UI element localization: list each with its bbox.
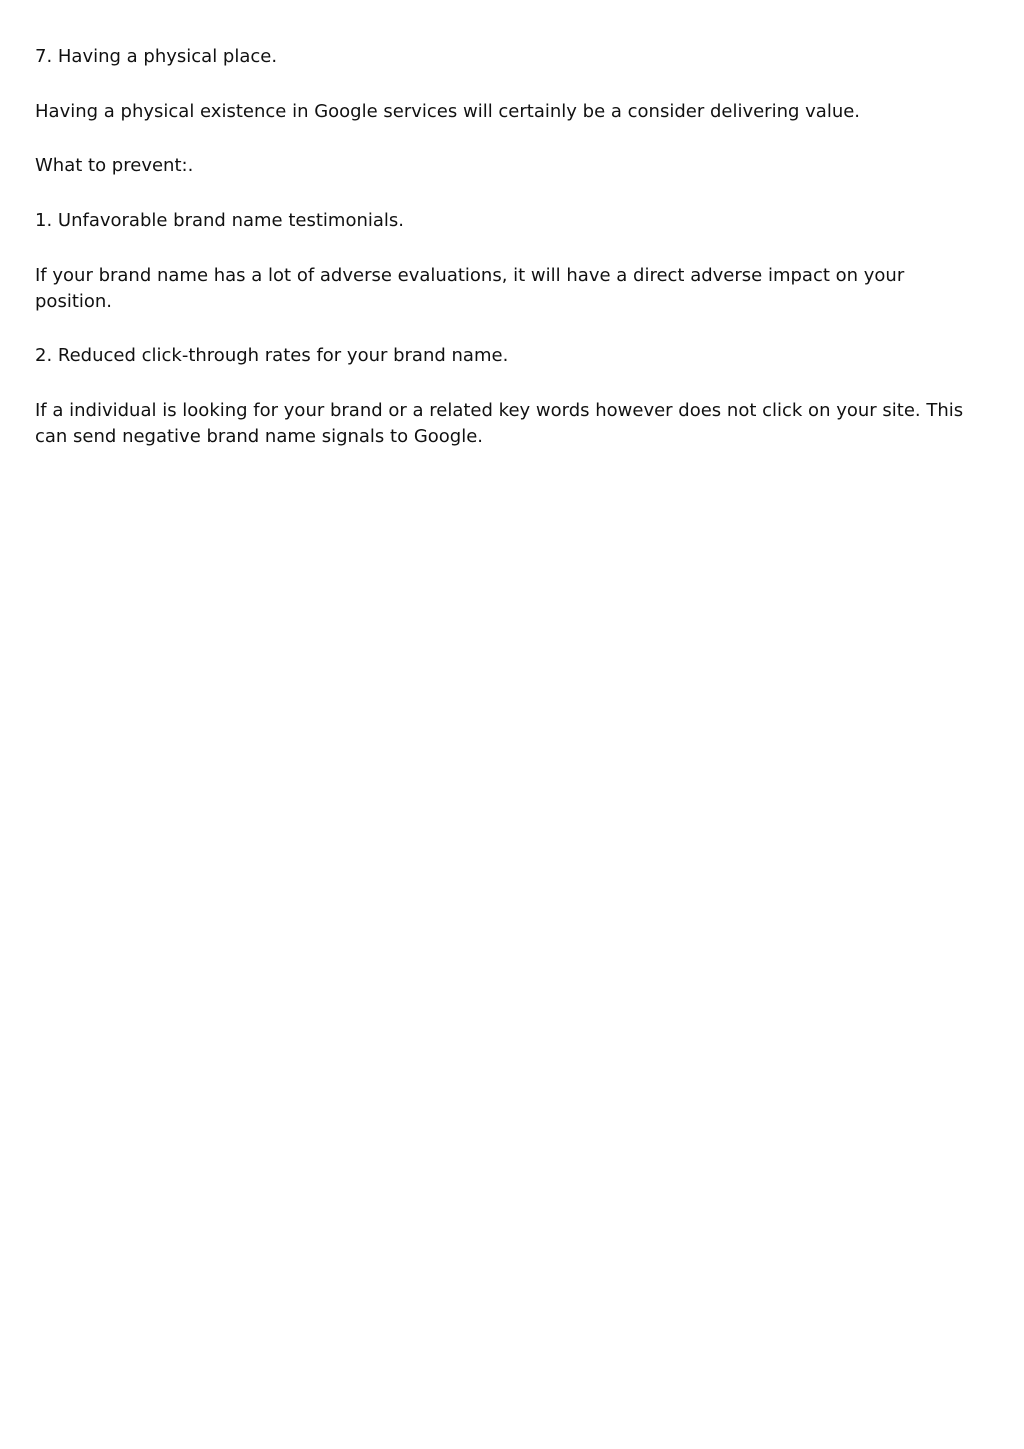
section-heading-what-to-prevent: What to prevent:. <box>35 155 194 177</box>
paragraph-physical-existence: Having a physical existence in Google services will certainly be a consider delivering value. <box>35 100 861 122</box>
paragraph-adverse-evaluations: If your brand name has a lot of adverse evaluations, it will have a direct adverse impact on your position. <box>35 264 905 312</box>
section-heading-physical-place: 7. Having a physical place. <box>35 46 278 67</box>
list-item-reduced-click-through: 2. Reduced click-through rates for your brand name. <box>35 345 509 367</box>
list-item-unfavorable-testimonials: 1. Unfavorable brand name testimonials. <box>35 210 404 232</box>
document-body <box>35 44 985 479</box>
paragraph-negative-signals: If a individual is looking for your brand or a related key words however does not click on your site. This can send negative brand name signals to Google. <box>35 400 964 448</box>
